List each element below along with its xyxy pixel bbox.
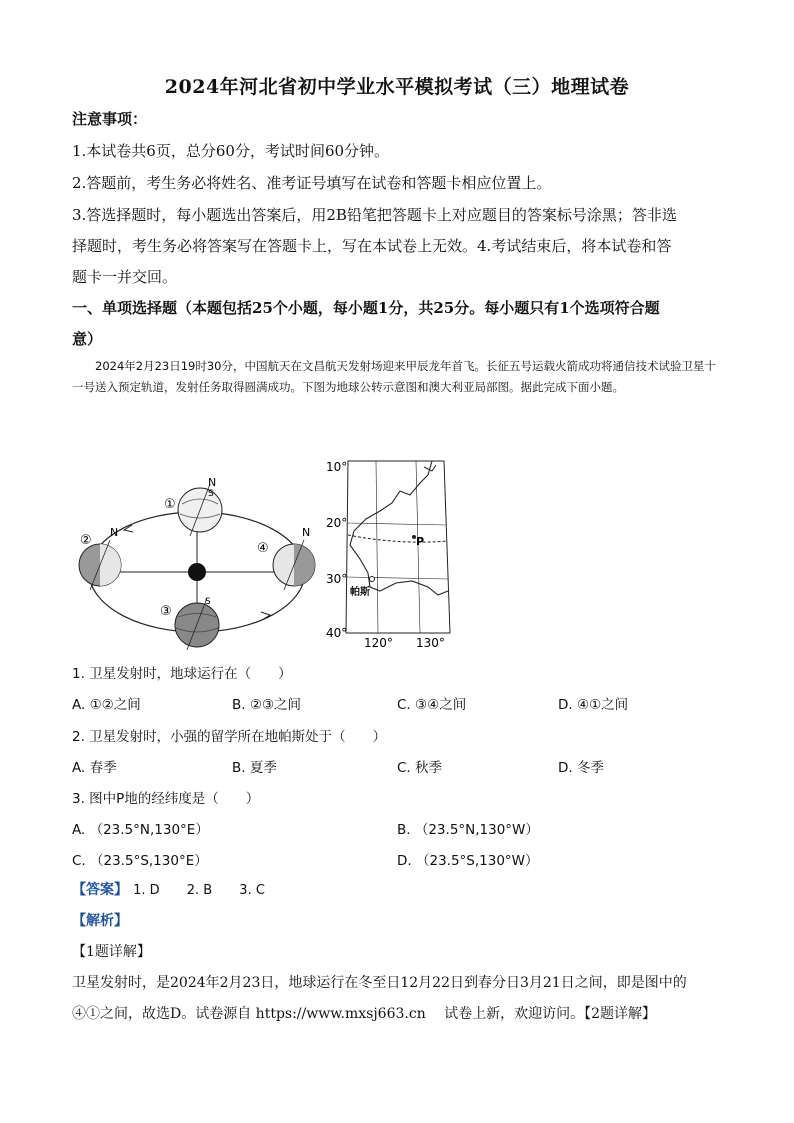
south-label-1: S — [208, 489, 214, 499]
marker-1: ① — [164, 497, 176, 512]
answer-1: 1. D — [133, 883, 160, 898]
north-label-4: N — [302, 526, 311, 539]
question-2-option-d: D. 冬季 — [558, 760, 604, 776]
analysis-text-1: 卫星发射时，是2024年2月23日，地球运行在冬至日12月22日到春分日3月21日之间，即是图中的 — [72, 975, 687, 991]
question-1-option-d: D. ④①之间 — [558, 697, 629, 713]
lat-label-10: 10° — [326, 460, 348, 474]
marker-4: ④ — [257, 541, 269, 556]
marker-2: ② — [80, 533, 92, 548]
analysis-sub-1: 【1题详解】 — [72, 944, 151, 960]
australia-map — [320, 455, 455, 650]
question-3-stem: 3. 图中P地的经纬度是（ ） — [72, 791, 260, 807]
answer-row — [72, 879, 265, 899]
earth-position-1-icon — [178, 484, 222, 536]
reading-passage: 2024年2月23日19时30分，中国航天在文昌航天发射场迎来甲辰龙年首飞。长征五号运载火箭成功将通信技术试验卫星十一号送入预定轨道，发射任务取得圆满成功。下图为地球公转示意图和澳大利亚局部图。据此完成下面小题。 — [72, 359, 716, 394]
analysis-text-2: ④①之间，故选D。试卷源自 https://www.mxsj663.cn 试卷上新，欢迎访问。【2题详解】 — [72, 1006, 657, 1022]
lon-label-120: 120° — [364, 636, 393, 650]
section-heading-1: 一、单项选择题（本题包括25个小题，每小题1分，共25分。每小题只有1个选项符合题 — [72, 299, 660, 317]
section-heading-2: 意） — [72, 330, 103, 348]
north-label-1: N — [208, 476, 217, 489]
earth-position-3-icon — [175, 598, 219, 650]
sun-icon — [188, 563, 206, 581]
perth-icon — [370, 577, 375, 582]
analysis-tag: 【解析】 — [72, 913, 128, 929]
notice-heading: 注意事项： — [72, 110, 148, 128]
point-p-label: P — [416, 535, 425, 548]
question-3-option-b: B. （23.5°N,130°W） — [397, 822, 539, 838]
notice-line-3a: 3.答选择题时，每小题选出答案后，用2B铅笔把答题卡上对应题目的答案标号涂黑；答非选 — [72, 206, 677, 224]
notice-line-1: 1.本试卷共6页，总分60分，考试时间60分钟。 — [72, 142, 390, 160]
question-2-option-b: B. 夏季 — [232, 760, 277, 776]
earth-position-4-icon — [273, 540, 315, 590]
tropic-of-capricorn — [348, 535, 447, 542]
notice-line-2: 2.答题前，考生务必将姓名、准考证号填写在试卷和答题卡相应位置上。 — [72, 174, 552, 192]
north-label-2: N — [110, 526, 119, 539]
question-2-option-a: A. 春季 — [72, 760, 117, 776]
question-1-option-b: B. ②③之间 — [232, 697, 302, 713]
notice-line-3c: 题卡一并交回。 — [72, 268, 178, 286]
south-label-3: S — [205, 597, 211, 607]
question-1-option-c: C. ③④之间 — [397, 697, 467, 713]
question-1-stem: 1. 卫星发射时，地球运行在（ ） — [72, 666, 292, 682]
notice-line-3b: 择题时，考生务必将答案写在答题卡上，写在本试卷上无效。4.考试结束后，将本试卷和答 — [72, 237, 672, 255]
question-3-option-a: A. （23.5°N,130°E） — [72, 822, 209, 838]
lat-label-30: 30° — [326, 572, 348, 586]
question-1-option-a: A. ①②之间 — [72, 697, 141, 713]
question-2-stem: 2. 卫星发射时，小强的留学所在地帕斯处于（ ） — [72, 729, 387, 745]
question-3-option-d: D. （23.5°S,130°W） — [397, 853, 539, 869]
marker-3: ③ — [160, 604, 172, 619]
earth-orbit-diagram — [72, 470, 322, 650]
page-title: 2024年河北省初中学业水平模拟考试（三）地理试卷 — [164, 76, 630, 98]
coastline — [350, 461, 448, 595]
perth-label: 帕斯 — [350, 587, 370, 598]
answer-3: 3. C — [239, 883, 265, 898]
question-2-option-c: C. 秋季 — [397, 760, 443, 776]
question-3-option-c: C. （23.5°S,130°E） — [72, 853, 208, 869]
lon-label-130: 130° — [416, 636, 445, 650]
lat-label-20: 20° — [326, 516, 348, 530]
answer-tag: 【答案】 — [72, 882, 128, 898]
lat-label-40: 40° — [326, 626, 348, 640]
answer-2: 2. B — [186, 883, 213, 898]
